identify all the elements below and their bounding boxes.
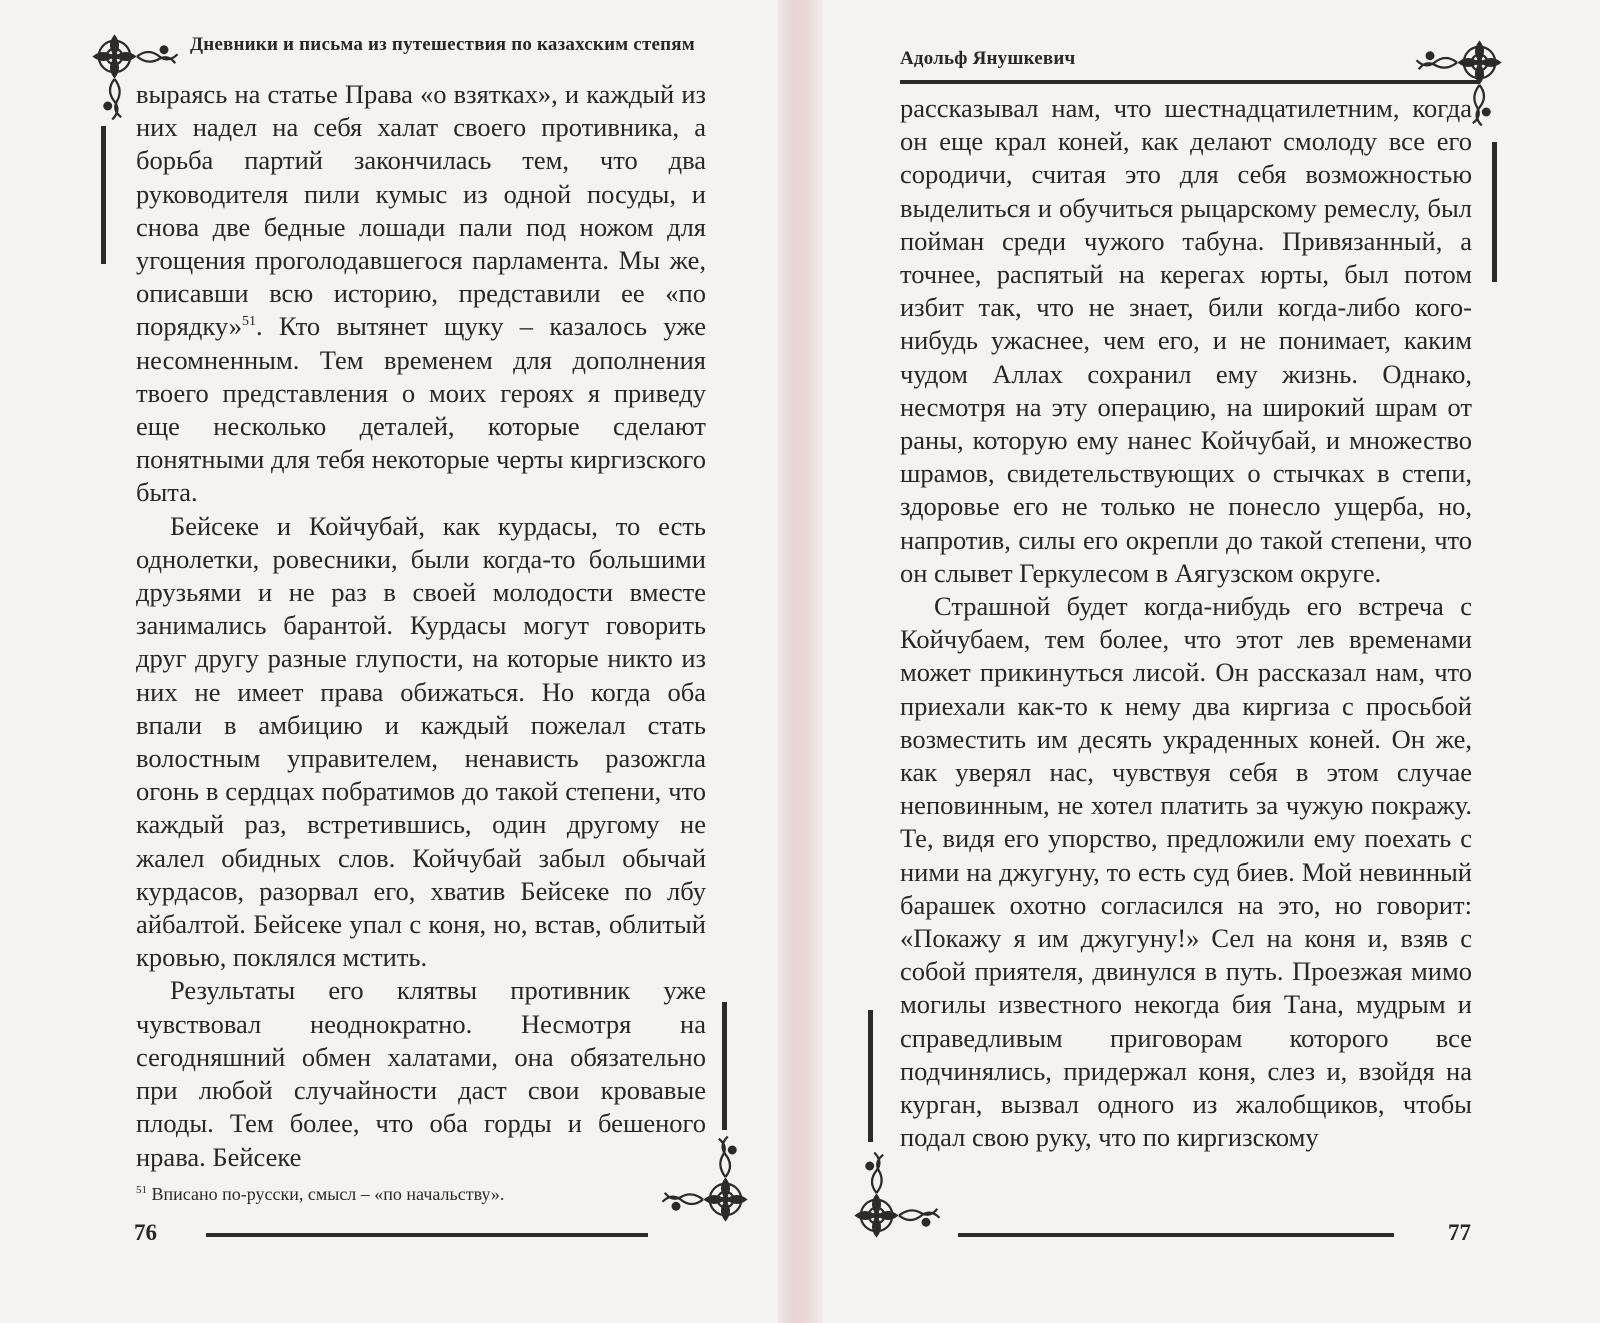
footnote-reference: 51	[242, 314, 257, 330]
footnote-number: 51	[136, 1184, 147, 1196]
paragraph	[136, 78, 706, 510]
left-body-text	[136, 78, 706, 1174]
floral-corner-ornament-icon	[854, 1148, 944, 1238]
paragraph	[136, 974, 706, 1173]
paragraph	[900, 590, 1472, 1154]
book-gutter	[778, 0, 822, 1323]
paragraph-text: выраясь на статье Права «о взятках», и каждый из них надел на себя халат своего противника, а борьба партий закончилась тем, что два руководителя пили кумыс из одной посуды, и снова две бедные лошади пали под ножом для угощения проголодавшегося парламента. Мы же, описавши всю историю, представили ее «по порядку»	[136, 79, 706, 342]
right-page	[808, 0, 1600, 1323]
left-page	[0, 0, 792, 1323]
paragraph-text: Страшной будет когда-нибудь его встреча с Койчубаем, тем более, что этот лев временами может прикинуться лисой. Он рассказал нам, что приехали как-то к нему два киргиза с просьбой возместить им десять украденных коней. Он же, как уверял нас, чувствуя себя в этом случае неповинным, не хотел платить за чужую покражу. Те, видя его упорство, предложили ему поехать с ними на джугуну, то есть суд биев. Мой невинный барашек охотно согласился на это, но говорит: «Покажу я им джугуну!» Сел на коня и, взяв с собой приятеля, двинулся в путь. Проезжая мимо могилы известного некогда бия Тана, мудрым и справедливым приговорам которого все подчинялись, придержал коня, слез и, взойдя на курган, вызвал одного из жалобщиков, чтобы подал свою руку, что по киргизскому	[900, 591, 1472, 1153]
running-head: Дневники и письма из путешествия по казахским степям	[190, 34, 695, 55]
paragraph-text: Результаты его клятвы противник уже чувствовал неоднократно. Несмотря на сегодняшний обмен халатами, она обязательно при любой случайности даст свои кровавые плоды. Тем более, что оба горды и бешеного нрава. Бейсеке	[136, 975, 706, 1172]
right-body-text	[900, 92, 1472, 1155]
paragraph	[136, 510, 706, 975]
page-number: 77	[1448, 1220, 1471, 1245]
floral-corner-ornament-icon	[658, 1132, 748, 1222]
footnote-text: Вписано по-русски, смысл – «по начальству».	[147, 1184, 505, 1204]
footer-rule	[958, 1233, 1394, 1237]
paragraph-text: Бейсеке и Койчубай, как курдасы, то есть однолетки, ровесники, были когда-то большими друзьями и не раз в своей молодости вместе занимались барантой. Курдасы могут говорить друг другу разные глупости, на которые никто из них не имеет права обижаться. Но когда оба впали в амбицию и каждый пожелал стать волостным управителем, ненависть разожгла огонь в сердцах побратимов до такой степени, что каждый раз, встретившись, один другому не жалел обидных слов. Койчубай забыл обычай курдасов, разорвал его, хватив Бейсеке по лбу айбалтой. Бейсеке упал с коня, но, встав, облитый кровью, поклялся мстить.	[136, 510, 706, 973]
footer-rule	[206, 1233, 648, 1237]
right-margin-bar	[1492, 142, 1497, 282]
page-number: 76	[134, 1220, 157, 1245]
left-margin-bar	[868, 1010, 873, 1142]
paragraph-text: . Кто вытянет щуку – казалось уже несомненным. Тем временем для дополнения твоего представления о моих героях я приведу еще несколько деталей, которые сделают понятными для тебя некоторые черты киргизского быта.	[136, 311, 706, 508]
right-margin-bar	[722, 1002, 727, 1130]
paragraph	[900, 92, 1472, 590]
running-head: Адольф Янушкевич	[900, 48, 1076, 69]
left-margin-bar	[101, 126, 106, 264]
header-rule	[900, 80, 1480, 84]
footnote	[136, 1184, 504, 1205]
paragraph-text: рассказывал нам, что шестнадцатилетним, когда он еще крал коней, как делают смолоду все его сородичи, считая это для себя возможностью выделиться и обучиться рыцарскому ремеслу, был пойман среди чужого табуна. Привязанный, а точнее, распятый на керегах юрты, был потом избит так, что не знает, били когда-либо кого-нибудь ужаснее, чем его, и не понимает, каким чудом Аллах сохранил ему жизнь. Однако, несмотря на эту операцию, на широкий шрам от раны, которую ему нанес Койчубай, и множество шрамов, свидетельствующих о стычках в степи, здоровье его не только не понесло ущерба, но, напротив, силы его окрепли до такой степени, что он слывет Геркулесом в Аягузском округе.	[900, 93, 1472, 588]
